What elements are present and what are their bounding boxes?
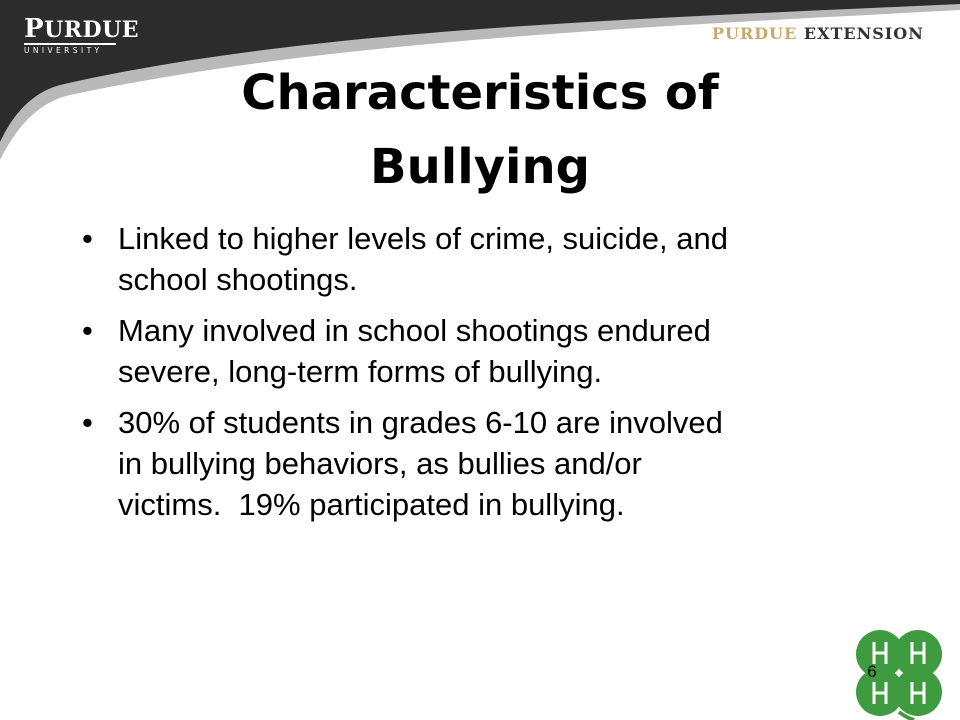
page-number: 6 xyxy=(867,662,877,681)
bullet-item-1 xyxy=(82,218,862,300)
bullet-3-line1: 30% of students in grades 6-10 are involved xyxy=(118,405,723,440)
slide-title-line2: Bullying xyxy=(370,139,590,195)
purdue-extension-logo xyxy=(712,24,932,46)
slide-title xyxy=(120,56,840,204)
extension-logo-part2: EXTENSION xyxy=(803,24,924,43)
bullet-dot: • xyxy=(82,405,93,440)
extension-logo-part1: PURDUE xyxy=(712,24,798,43)
bullet-1-line1: Linked to higher levels of crime, suicide, and xyxy=(118,221,728,256)
bullet-2-line2: severe, long-term forms of bullying. xyxy=(118,354,603,389)
bullet-2-line1: Many involved in school shootings endured xyxy=(118,313,711,348)
slide-title-line1: Characteristics of xyxy=(241,65,719,121)
bullet-dot: • xyxy=(82,313,93,348)
bullet-1-line2: school shootings. xyxy=(118,262,358,297)
bullet-3-line3: victims. 19% participated in bullying. xyxy=(118,487,625,522)
bullet-dot: • xyxy=(82,221,93,256)
bullet-item-2 xyxy=(82,310,862,392)
four-leaf-clover-icon xyxy=(834,612,960,720)
purdue-logo-wordmark: PURDUE xyxy=(24,14,140,44)
bullet-3-line2: in bullying behaviors, as bullies and/or xyxy=(118,446,642,481)
purdue-university-logo xyxy=(24,14,140,55)
bullet-list xyxy=(82,218,862,535)
bullet-item-3 xyxy=(82,402,862,525)
purdue-logo-subtitle: UNIVERSITY xyxy=(24,46,103,55)
